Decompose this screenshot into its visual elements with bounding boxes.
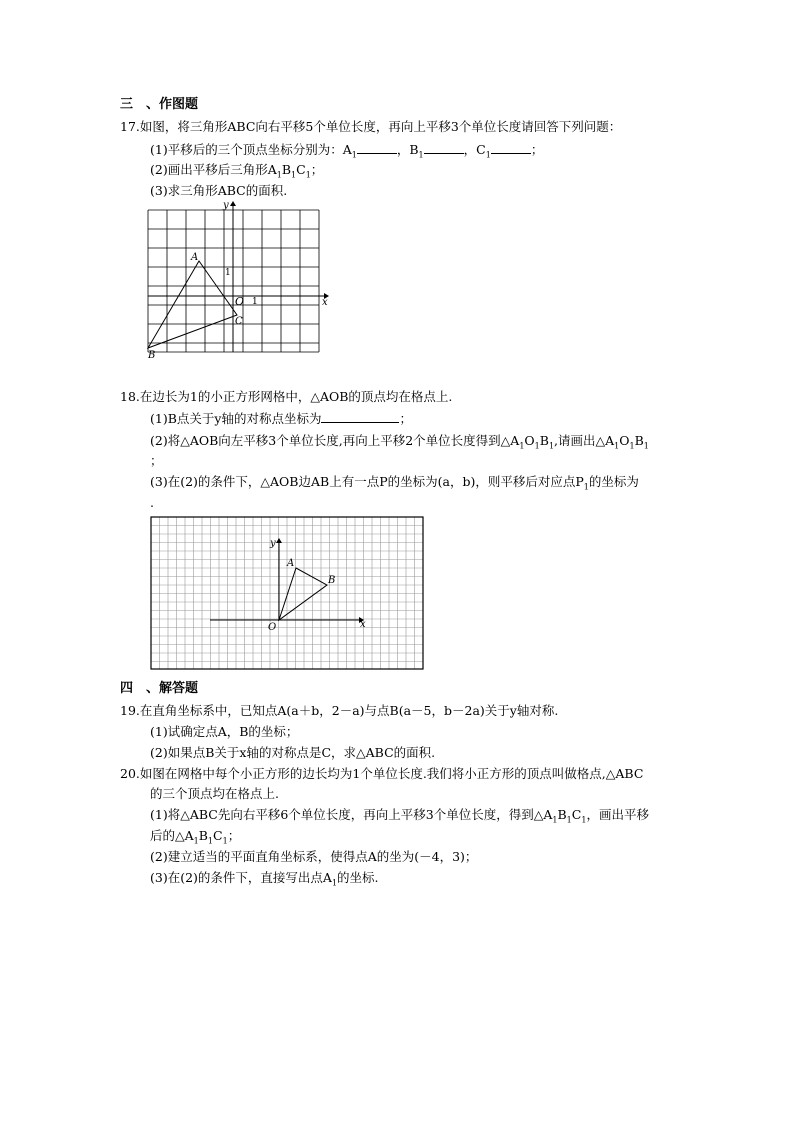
q17-grid-figure (146, 200, 331, 360)
q17-stem: 17.如图，将三角形ABC向右平移5个单位长度，再向上平移3个单位长度请回答下列问题： (120, 119, 622, 134)
x-unit-label: 1 (252, 297, 258, 307)
q20-stem-cont: 的三个顶点均在格点上. (150, 786, 279, 801)
x-axis-label: x (360, 619, 366, 630)
y-axis-arrow-icon (276, 538, 282, 543)
answer-blank-b-symmetric[interactable] (321, 410, 399, 423)
vertex-b-label: B (328, 575, 336, 586)
q18-part2: (2)将△AOB向左平移3个单位长度,再向上平移2个单位长度得到$\triangle A_1O_1B_1$,请画出$\triangle A_1O_1B_1$ (150, 433, 649, 451)
y-axis-arrow-icon (230, 201, 236, 206)
q17-part2: (2)画出平移后三角形$A_1B_1C_1$； (150, 162, 324, 180)
q18-part1: (1)B点关于y轴的对称点坐标为 ； (150, 411, 412, 426)
q19-part1: (1)试确定点A，B的坐标； (150, 724, 299, 739)
answer-blank-c1[interactable] (491, 141, 531, 154)
x-axis-label: x (322, 297, 328, 308)
answer-blank-b1[interactable] (424, 141, 464, 154)
q20-part1-cont: 后的$\triangle A_1B_1C_1$； (150, 828, 241, 846)
y-axis-label: y (223, 200, 229, 211)
q20-part2: (2)建立适当的平面直角坐标系，使得点A的坐为(－4，3)； (150, 849, 478, 864)
q18-part3-end: . (150, 495, 154, 510)
q20-stem: 20.如图在网格中每个小正方形的边长均为1个单位长度.我们将小正方形的顶点叫做格点,△ABC (120, 766, 644, 781)
q18-part3: (3)在(2)的条件下，△AOB边AB上有一点P的坐标为(a，b)，则平移后对应点$P_1$的坐标为 (150, 474, 639, 492)
section-3-title: 三 、作图题 (120, 97, 199, 112)
q19-stem: 19.在直角坐标系中，已知点A(a＋b，2－a)与点B(a－5，b－2a)关于y轴对称. (120, 703, 559, 718)
y-unit-label: 1 (225, 268, 231, 278)
q17-part1: (1)平移后的三个顶点坐标分别为：$A_1$ ，$B_1$ ，$C_1$ ； (150, 142, 544, 160)
origin-label: O (235, 295, 245, 308)
vertex-c-label: C (235, 316, 243, 327)
triangle-aob (279, 568, 327, 620)
y-axis-label: y (270, 538, 276, 549)
section-4-title: 四 、解答题 (120, 681, 199, 696)
q20-part3: (3)在(2)的条件下，直接写出点$A_1$的坐标. (150, 870, 379, 888)
vertex-b-label: B (148, 350, 156, 361)
grid-lines (151, 517, 423, 669)
q18-part2-end: ； (150, 453, 163, 468)
origin-label: O (268, 622, 277, 633)
vertex-a-label: A (287, 558, 295, 569)
vertex-a-label: A (191, 252, 199, 263)
q18-grid-figure (150, 516, 424, 671)
q20-part1: (1)将△ABC先向右平移6个单位长度，再向上平移3个单位长度，得到$\triangle A_1B_1C_1$，画出平移 (150, 807, 649, 825)
answer-blank-a1[interactable] (357, 141, 397, 154)
q19-part2: (2)如果点B关于x轴的对称点是C，求△ABC的面积. (150, 745, 436, 760)
q18-stem: 18.在边长为1的小正方形网格中，△AOB的顶点均在格点上. (120, 389, 453, 404)
q17-part3: (3)求三角形ABC的面积. (150, 183, 288, 198)
